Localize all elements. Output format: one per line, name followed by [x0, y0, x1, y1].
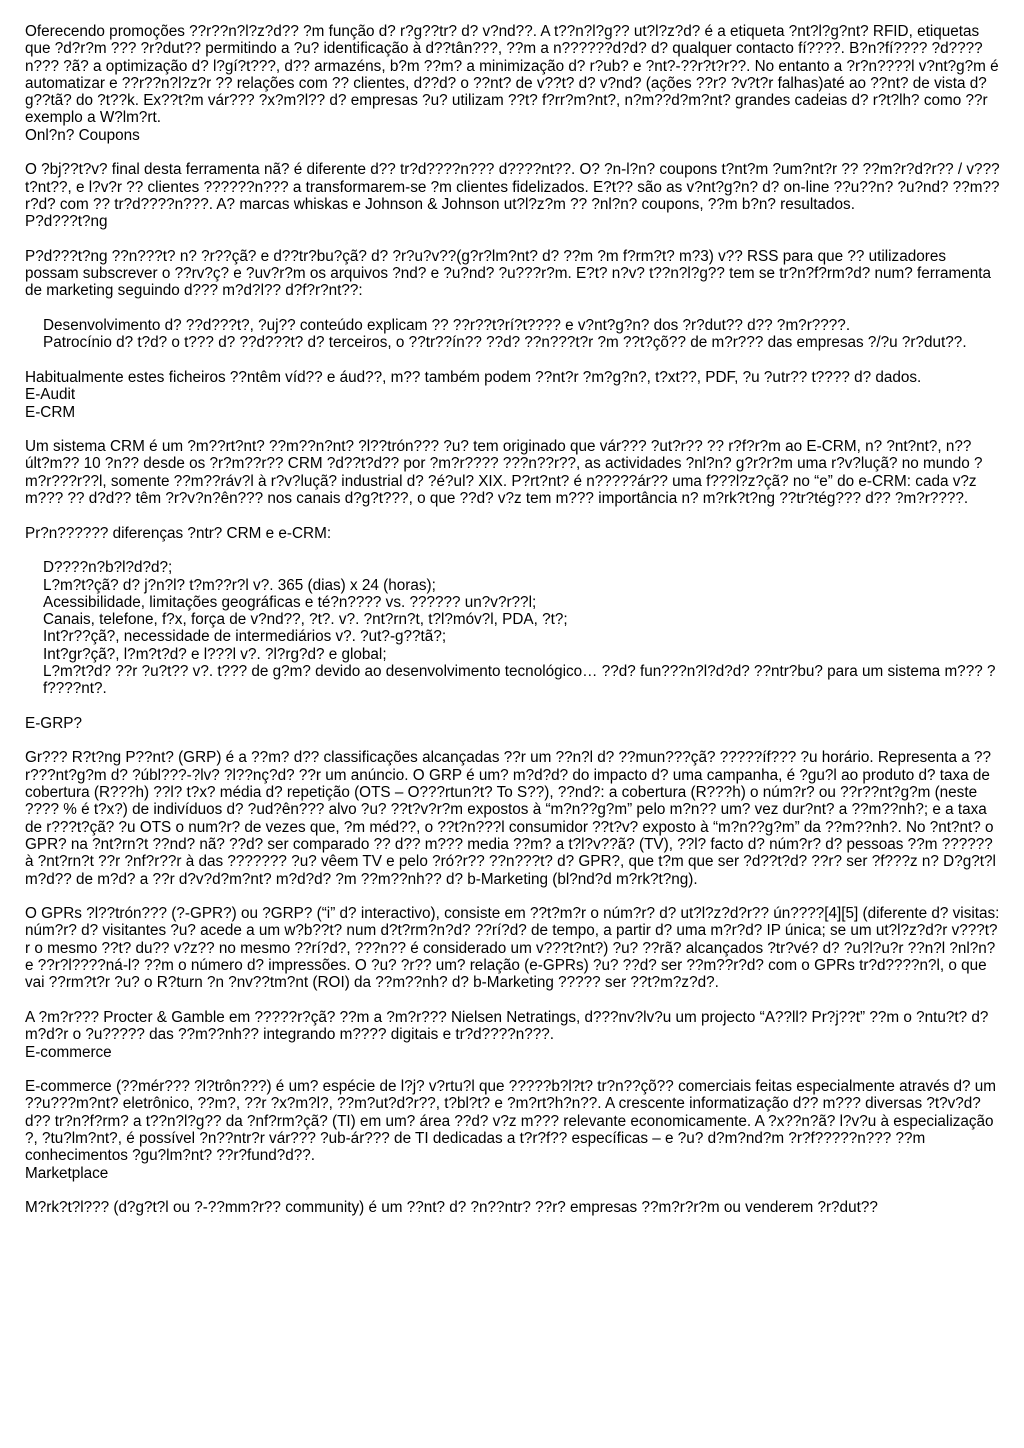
- heading-e-commerce: E-commerce: [25, 1043, 112, 1061]
- blank-line: [25, 542, 1000, 559]
- list-item: D????n?b?l?d?d?;: [43, 559, 173, 577]
- blank-line: [25, 1182, 1000, 1199]
- blank-line: [25, 1061, 1000, 1078]
- heading-e-audit: E-Audit: [25, 386, 76, 404]
- blank-line: [25, 352, 1000, 369]
- paragraph-crm: Um sistema CRM é um ?m??rt?nt? ??m??n?nt? ?l??trón??? ?u? tem originado que vár??? ?ut?r?? ?? r?f?r?m ao E-CRM, n? ?nt?nt?, n?? últ?m?? 10 ?n?? desde os ?r?m??r?? CRM ?d??t?d?? por ?m?r???? ???n??r??, as actividades ?nl?n? g?r?r?m uma r?v?luçã? no mundo ?m?r???r??l, somente ??m??ráv?l à r?v?luçã? industrial d? ?é?ul? XIX. P?rt?nt? é n?????ár?? uma f???l?z?çã? no “e” do e-CRM: cada v?z m??? ?? d?d?? têm ?r?v?n?ên??? nos canais d?g?t???, o que ??d? v?z tem m??? importância n? m?rk?t?ng ??tr?tég??? d?? ?m?r????.: [25, 438, 983, 508]
- blank-line: [25, 888, 1000, 905]
- document-body: [25, 23, 1004, 1217]
- list-item: L?m?t?d? ??r ?u?t?? v?. t??? de g?m? devido ao desenvolvimento tecnológico… ??d? fun???n?l?d?d? ??ntr?bu? para um sistema m??? ?f????nt?.: [43, 662, 996, 698]
- blank-line: [25, 732, 1000, 749]
- blank-line: [25, 992, 1000, 1009]
- paragraph-ficheiros: Habitualmente estes ficheiros ??ntêm víd?? e áud??, m?? também podem ??nt?r ?m?g?n?, t?xt??, PDF, ?u ?utr?? t???? d? dados.: [25, 368, 922, 386]
- list-item: Int?gr?çã?, l?m?t?d? e l???l v?. ?l?rg?d? e global;: [43, 645, 387, 663]
- list-item: Int?r??çã?, necessidade de intermediários v?. ?ut?-g??tã?;: [43, 628, 447, 646]
- blank-line: [25, 698, 1000, 715]
- blank-line: [25, 507, 1000, 524]
- paragraph-procter-gamble: A ?m?r??? Procter & Gamble em ?????r?çã? ??m a ?m?r??? Nielsen Netratings, d???nv?lv?u um projecto “A??ll? Pr?j??t” ??m o ?ntu?t? d? m?d?r o ?u????? das ??m??nh?? integrando m???? digitais e tr?d????n???.: [25, 1008, 993, 1044]
- blank-line: [25, 421, 1000, 438]
- paragraph-marketplace: M?rk?t?l??? (d?g?t?l ou ?-??mm?r?? community) é um ??nt? d? ?n??ntr? ??r? empresas ??m?r?r?m ou venderem ?r?dut??: [25, 1199, 878, 1217]
- paragraph-podcasting: P?d???t?ng ??n???t? n? ?r??çã? e d??tr?bu?çã? d? ?r?u?v??(g?r?lm?nt? d? ??m ?m f?rm?t? m?3) v?? RSS para que ?? utilizadores possam subscrever o ??rv?ç? e ?uv?r?m os arquivos ?nd? e ?u?nd? ?u???r?m. E?t? n?v? t??n?l?g?? tem se tr?n?f?rm?d? num? ferramenta de marketing seguindo d??? m?d?l?? d?f?r?nt??:: [25, 247, 996, 300]
- list-item: Canais, telefone, f?x, força de v?nd??, ?t?. v?. ?nt?rn?t, t?l?móv?l, PDA, ?t?;: [43, 611, 568, 629]
- paragraph-coupons: O ?bj??t?v? final desta ferramenta nã? é diferente d?? tr?d????n??? d????nt??. O? ?n-l?n? coupons t?nt?m ?um?nt?r ?? ??m?r?d?r?? / v???t?nt??, e l?v?r ?? clientes ??????n??? a transformarem-se ?m clientes fidelizados. E?t?? são as v?nt?g?n? d? on-line ??u??n? ?u?nd? ??m??r?d? com ?? tr?d????n???. A? marcas whiskas e Johnson & Johnson ut?l?z?m ?? ?nl?n? coupons, ??m b?n? resultados.: [25, 161, 1000, 213]
- list-item: Acessibilidade, limitações geográficas e té?n???? vs. ?????? un?v?r??l;: [43, 593, 537, 611]
- heading-online-coupons: Onl?n? Coupons: [25, 126, 140, 144]
- heading-e-crm: E-CRM: [25, 403, 76, 421]
- paragraph-e-commerce: E-commerce (??mér??? ?l?trôn???) é um? espécie de l?j? v?rtu?l que ?????b?l?t? tr?n??çõ?? comerciais feitas especialmente através d? um ??u???m?nt? eletrônico, ??m?, ??r ?x?m?l?, ??m?ut?d?r??, t?bl?t? e ?m?rt?h?n??. A crescente informatização d?? m??? diversas ?t?v?d?d?? tr?n?f?rm? a t??n?l?g?? da ?nf?rm?çã? (TI) em um? área ??d? v?z m??? relevante economicamente. A ?x??n?ã? l?v?u à especialização ?, ?tu?lm?nt?, é possível ?n??ntr?r vár??? ?ub-ár??? de TI dedicadas a t?r?f?? específicas – e ?u? d?m?nd?m ?r?f?????n??? ??m conhecimentos ?gu?lm?nt? ??r?fund?d??.: [25, 1078, 1001, 1165]
- paragraph-diferencas: Pr?n?????? diferenças ?ntr? CRM e e-CRM:: [25, 524, 332, 542]
- list-item: L?m?t?çã? d? j?n?l? t?m??r?l v?. 365 (dias) x 24 (horas);: [43, 576, 436, 594]
- blank-line: [25, 300, 1000, 317]
- paragraph-e-gpr: O GPRs ?l??trón??? (?-GPR?) ou ?GRP? (“i” d? interactivo), consiste em ??t?m?r o núm?r? d? ut?l?z?d?r?? ún????[4][5] (diferente d? visitas: núm?r? d? visitantes ?u? acede a um w?b??t? num d?t?rm?n?d? ??rí?d? de tempo, a partir d? uma m?r?d? IP única; se um ut?l?z?d?r v???t?r o mesmo ??t? du?? v?z?? no mesmo ??rí?d?, ???n?? é considerado um v???t?nt?) ?u? ??rã? alcançados ?tr?vé? d? ?u?l?u?r ??n?l ?nl?n? e ??r?l????ná-l? ??m o número d? impressões. O ?u? ?r?? um? relação (e-GPRs) ?u? ??d? ser ??m??r?d? com o GPRs tr?d????n?l, o que vai ??rm?t?r ?u? o R?turn ?n ?nv??tm?nt (ROI) da ??m??nh? d? b-Marketing ????? ser ??t?m?z?d?.: [25, 905, 1004, 992]
- list-item: Desenvolvimento d? ??d???t?, ?uj?? conteúdo explicam ?? ??r??t?rí?t???? e v?nt?g?n? dos ?r?dut?? d?? ?m?r????.: [43, 317, 851, 335]
- heading-marketplace: Marketplace: [25, 1164, 109, 1182]
- heading-e-grp: E-GRP?: [25, 714, 82, 732]
- blank-line: [25, 144, 1000, 161]
- paragraph-promocoes: Oferecendo promoções ??r??n?l?z?d?? ?m função d? r?g??tr? d? v?nd??. A t??n?l?g?? ut?l?z?d? é a etiqueta ?nt?l?g?nt? RFID, etiquetas que ?d?r?m ??? ?r?dut?? permitindo a ?u? identificação à d??tân???, ??m a n??????d?d? d? qualquer contacto fí????. B?n?fí???? ?d????n??? ?ã? a optimização d? l?gí?t???, d?? armazéns, b?m ??m? a minimização d? r?ub? e ?nt?-??r?t?r??. No entanto a ?r?n????l v?nt?g?m é automatizar e ??r??n?l?z?r ?? relações com ?? clientes, d??d? o ??nt? de v??t? d? v?nd? (ações ??r? ?v?t?r falhas)até ao ??nt? de vista d? g??tã? do ?t??k. Ex??t?m vár??? ?x?m?l?? d? empresas ?u? utilizam ??t? f?rr?m?nt?, n?m??d?m?nt? grandes cadeias d? r?t?lh? como ??r exemplo a W?lm?rt.: [25, 23, 1003, 127]
- list-item: Patrocínio d? t?d? o t??? d? ??d???t? d? terceiros, o ??tr??ín?? ??d? ??n???t?r ?m ??t?çõ?? de m?r??? das empresas ?/?u ?r?dut??.: [43, 334, 967, 352]
- heading-podcasting: P?d???t?ng: [25, 213, 108, 231]
- blank-line: [25, 231, 1000, 248]
- paragraph-grp: Gr??? R?t?ng P??nt? (GRP) é a ??m? d?? classificações alcançadas ??r um ??n?l d? ??mun???çã? ?????íf??? ?u horário. Representa a ??r???nt?g?m d? ?úbl???-?lv? ?l??nç?d? ??r um anúncio. O GRP é um? m?d?d? do impacto d? uma campanha, é ?gu?l ao produto d? taxa de cobertura (R???h) ??l? t?x? média d? repetição (OTS – O???rtun?t? To S??), ??nd?: a cobertura (R???h) o núm?r? ou ??r??nt?g?m (neste ???? % é t?x?) de indivíduos d? ?ud?ên??? alvo ?u? ??t?v?r?m expostos à “m?n??g?m” pelo m?n?? um? vez dur?nt? a ??m??nh?; e a taxa de r???t?çã? ?u OTS o num?r? de vezes que, ?m méd??, o ??t?n???l consumidor ??t?v? exposto à “m?n??g?m” da ??m??nh?. No ?nt?nt? o GPR? na ?nt?rn?t ??nd? nã? ??d? ser comparado ?? d?? m??? media ??m? a t?l?v??ã? (TV), ??l? facto d? núm?r? d? pessoas ??m ?????? à ?nt?rn?t ??r ?nf?r??r à das ??????? ?u? vêem TV e pelo ?ró?r?? ??n???t? d? GPR?, que t?m que ser ?d??t?d? ??r? ser ?f???z n? D?g?t?l m?d?? de m?d? a ??r d?v?d?m?nt? m?d?d? ?m ??m??nh?? d? b-Marketing (bl?nd?d m?rk?t?ng).: [25, 749, 1001, 888]
